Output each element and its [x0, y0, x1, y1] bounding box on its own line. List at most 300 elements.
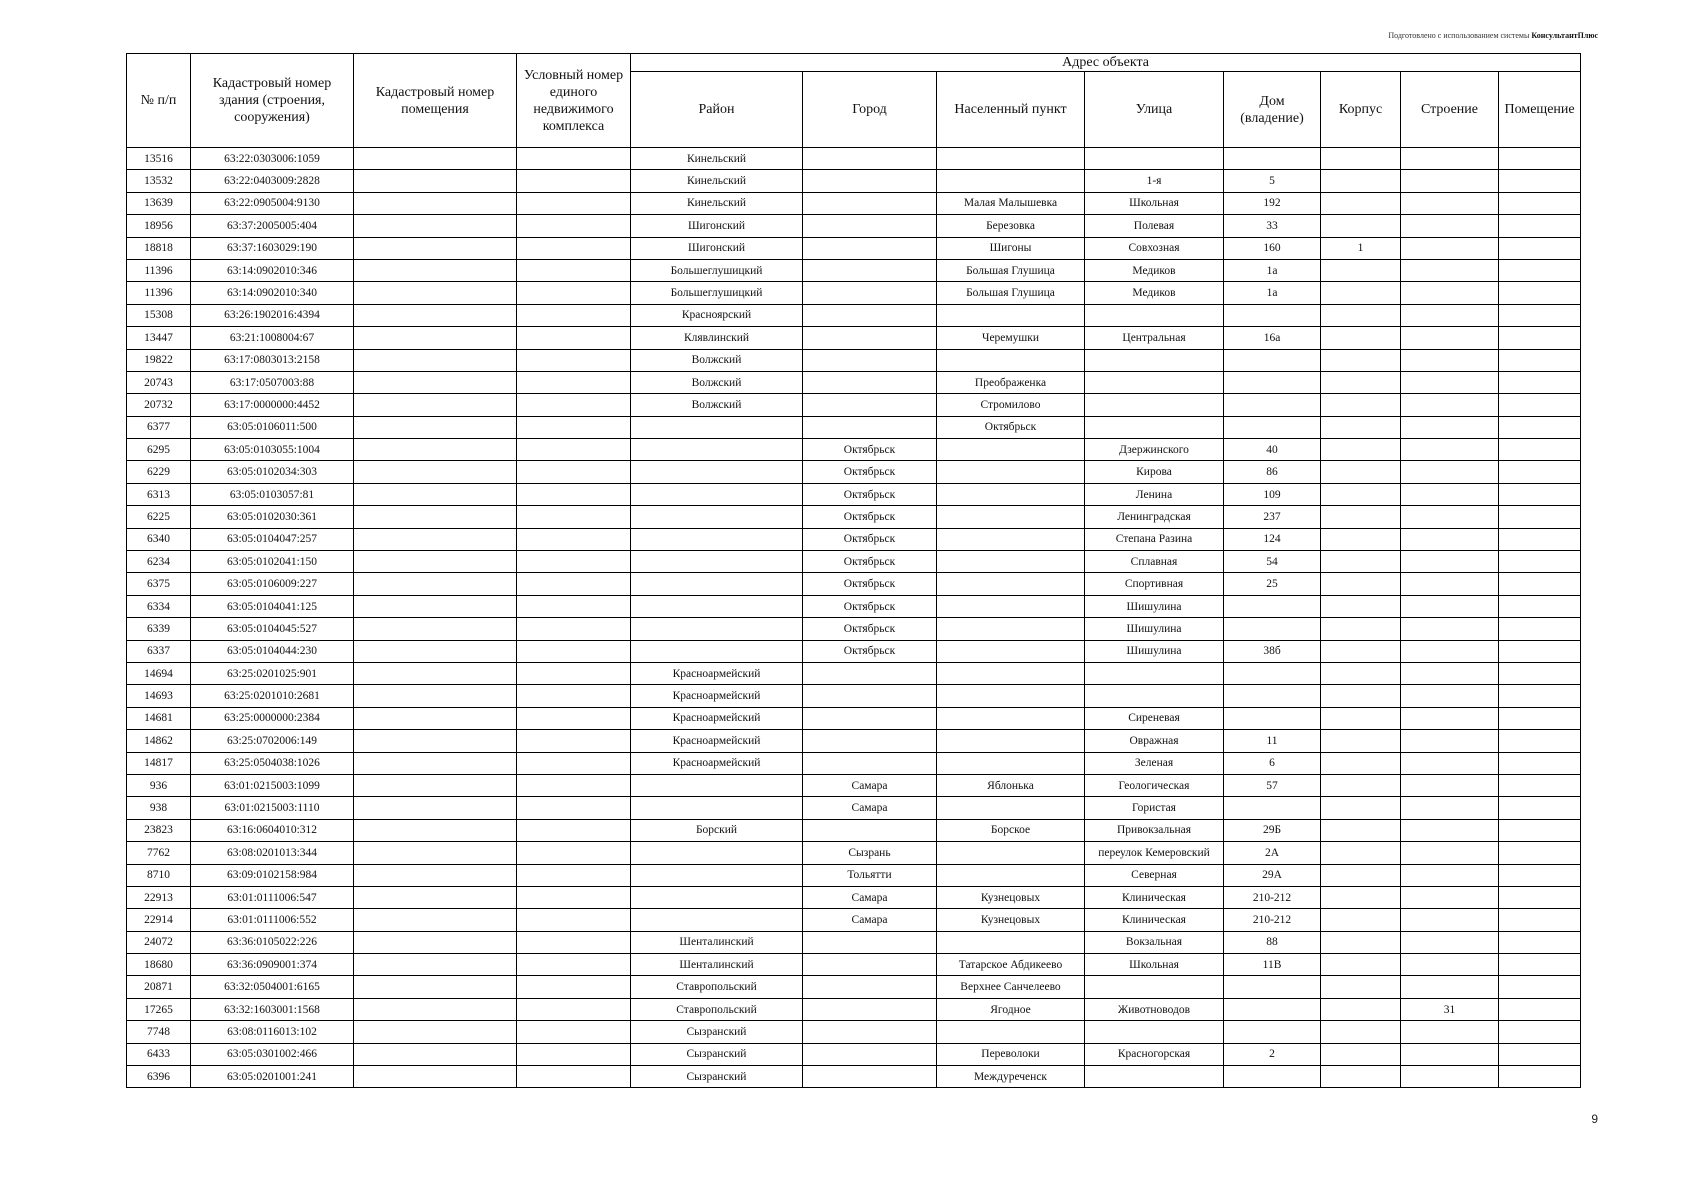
- cell-korpus: [1321, 528, 1401, 550]
- cell-cond-num: [517, 685, 631, 707]
- cell-city: [803, 259, 937, 281]
- cell-district: Шигонский: [631, 237, 803, 259]
- cell-room: [1499, 371, 1581, 393]
- table-row: [127, 573, 1581, 595]
- cell-city: [803, 282, 937, 304]
- cell-street: [1085, 662, 1224, 684]
- cell-cad-room: [354, 707, 517, 729]
- cell-korpus: [1321, 461, 1401, 483]
- cell-street: Привокзальная: [1085, 819, 1224, 841]
- cell-num: 6377: [127, 416, 191, 438]
- cell-korpus: [1321, 170, 1401, 192]
- cell-num: 13639: [127, 192, 191, 214]
- cell-korpus: [1321, 371, 1401, 393]
- cell-building: [1401, 371, 1499, 393]
- cell-cad-building: 63:05:0301002:466: [191, 1043, 354, 1065]
- cell-cad-building: 63:14:0902010:346: [191, 259, 354, 281]
- cell-building: [1401, 774, 1499, 796]
- cell-cad-building: 63:32:0504001:6165: [191, 976, 354, 998]
- cell-room: [1499, 192, 1581, 214]
- cell-locality: Стромилово: [937, 394, 1085, 416]
- cell-room: [1499, 685, 1581, 707]
- cell-building: [1401, 954, 1499, 976]
- cell-house: 11В: [1224, 954, 1321, 976]
- cell-cad-room: [354, 864, 517, 886]
- cell-city: Октябрьск: [803, 506, 937, 528]
- cell-num: 20732: [127, 394, 191, 416]
- cell-street: Сиреневая: [1085, 707, 1224, 729]
- cell-house: 11: [1224, 730, 1321, 752]
- cell-building: [1401, 237, 1499, 259]
- cell-building: [1401, 909, 1499, 931]
- table-row: [127, 192, 1581, 214]
- cell-locality: Преображенка: [937, 371, 1085, 393]
- cell-building: [1401, 573, 1499, 595]
- col-header-cad-building: Кадастровый номер здания (строения, сооружения): [191, 54, 354, 148]
- cell-cad-building: 63:01:0111006:552: [191, 909, 354, 931]
- cell-cad-room: [354, 394, 517, 416]
- cell-cond-num: [517, 416, 631, 438]
- cell-korpus: [1321, 618, 1401, 640]
- cell-cad-building: 63:17:0803013:2158: [191, 349, 354, 371]
- cell-cond-num: [517, 371, 631, 393]
- cell-num: 14681: [127, 707, 191, 729]
- cell-street: Кирова: [1085, 461, 1224, 483]
- cell-cad-room: [354, 192, 517, 214]
- table-row: [127, 237, 1581, 259]
- cell-building: 31: [1401, 998, 1499, 1020]
- cell-city: [803, 730, 937, 752]
- cell-cad-room: [354, 506, 517, 528]
- cell-street: Медиков: [1085, 282, 1224, 304]
- cell-cad-building: 63:17:0000000:4452: [191, 394, 354, 416]
- cell-city: [803, 1021, 937, 1043]
- cell-house: 25: [1224, 573, 1321, 595]
- cell-district: Сызранский: [631, 1021, 803, 1043]
- table-row: [127, 1021, 1581, 1043]
- cell-building: [1401, 931, 1499, 953]
- cell-cond-num: [517, 752, 631, 774]
- cell-num: 8710: [127, 864, 191, 886]
- cell-cad-building: 63:05:0104041:125: [191, 595, 354, 617]
- cell-korpus: [1321, 192, 1401, 214]
- table-row: [127, 864, 1581, 886]
- cell-locality: [937, 528, 1085, 550]
- cell-street: Школьная: [1085, 192, 1224, 214]
- cell-num: 18956: [127, 215, 191, 237]
- cell-house: [1224, 394, 1321, 416]
- cell-room: [1499, 976, 1581, 998]
- cell-cond-num: [517, 192, 631, 214]
- cell-building: [1401, 685, 1499, 707]
- col-header-district: Район: [631, 72, 803, 148]
- cell-korpus: [1321, 595, 1401, 617]
- cell-room: [1499, 730, 1581, 752]
- cell-korpus: [1321, 148, 1401, 170]
- cell-house: 29А: [1224, 864, 1321, 886]
- cell-room: [1499, 416, 1581, 438]
- cell-num: 20871: [127, 976, 191, 998]
- cell-street: Красногорская: [1085, 1043, 1224, 1065]
- cell-num: 6339: [127, 618, 191, 640]
- cell-korpus: [1321, 842, 1401, 864]
- cell-building: [1401, 327, 1499, 349]
- cell-cad-building: 63:05:0104047:257: [191, 528, 354, 550]
- cell-city: [803, 685, 937, 707]
- cell-city: [803, 707, 937, 729]
- cell-street: Животноводов: [1085, 998, 1224, 1020]
- cell-cad-room: [354, 842, 517, 864]
- cell-street: Вокзальная: [1085, 931, 1224, 953]
- cell-district: Ставропольский: [631, 976, 803, 998]
- table-row: [127, 170, 1581, 192]
- cell-locality: [937, 662, 1085, 684]
- cell-house: 38б: [1224, 640, 1321, 662]
- cell-city: [803, 237, 937, 259]
- cell-num: 18818: [127, 237, 191, 259]
- cell-locality: [937, 842, 1085, 864]
- cell-building: [1401, 886, 1499, 908]
- cell-house: [1224, 1021, 1321, 1043]
- cell-cad-room: [354, 640, 517, 662]
- cell-house: 16а: [1224, 327, 1321, 349]
- cell-num: 6295: [127, 439, 191, 461]
- cell-district: [631, 483, 803, 505]
- table-row: [127, 662, 1581, 684]
- cell-street: [1085, 1021, 1224, 1043]
- cell-city: Самара: [803, 886, 937, 908]
- cell-district: Красноармейский: [631, 685, 803, 707]
- cell-num: 6313: [127, 483, 191, 505]
- cell-street: [1085, 685, 1224, 707]
- header-note-prefix: Подготовлено с использованием системы: [1388, 31, 1530, 40]
- cell-locality: Борское: [937, 819, 1085, 841]
- cell-street: Шишулина: [1085, 595, 1224, 617]
- cell-cad-room: [354, 1043, 517, 1065]
- cell-num: 14694: [127, 662, 191, 684]
- cell-cad-building: 63:36:0909001:374: [191, 954, 354, 976]
- cell-cad-building: 63:21:1008004:67: [191, 327, 354, 349]
- cell-city: Самара: [803, 909, 937, 931]
- cell-korpus: [1321, 439, 1401, 461]
- col-header-cad-room: Кадастровый номер помещения: [354, 54, 517, 148]
- cell-district: Сызранский: [631, 1066, 803, 1088]
- cell-locality: [937, 730, 1085, 752]
- cell-building: [1401, 148, 1499, 170]
- cell-city: [803, 1066, 937, 1088]
- cell-district: [631, 551, 803, 573]
- table-row: [127, 819, 1581, 841]
- cell-building: [1401, 864, 1499, 886]
- cell-district: Красноярский: [631, 304, 803, 326]
- table-row: [127, 752, 1581, 774]
- cell-district: [631, 774, 803, 796]
- cell-cond-num: [517, 864, 631, 886]
- cell-district: Шенталинский: [631, 954, 803, 976]
- cell-district: [631, 886, 803, 908]
- cell-room: [1499, 864, 1581, 886]
- cell-city: [803, 416, 937, 438]
- cell-korpus: [1321, 483, 1401, 505]
- table-row: [127, 327, 1581, 349]
- table-row: [127, 551, 1581, 573]
- cell-room: [1499, 909, 1581, 931]
- cell-cad-room: [354, 662, 517, 684]
- cell-city: Октябрьск: [803, 595, 937, 617]
- cell-room: [1499, 998, 1581, 1020]
- col-header-locality: Населенный пункт: [937, 72, 1085, 148]
- cell-korpus: [1321, 394, 1401, 416]
- cell-building: [1401, 640, 1499, 662]
- cell-room: [1499, 551, 1581, 573]
- cell-district: Шенталинский: [631, 931, 803, 953]
- table-row: [127, 259, 1581, 281]
- cell-house: 2А: [1224, 842, 1321, 864]
- cell-house: 88: [1224, 931, 1321, 953]
- cell-locality: [937, 752, 1085, 774]
- cell-cond-num: [517, 282, 631, 304]
- cell-locality: Верхнее Санчелеево: [937, 976, 1085, 998]
- cell-district: [631, 797, 803, 819]
- cell-room: [1499, 349, 1581, 371]
- cell-room: [1499, 752, 1581, 774]
- cell-city: Октябрьск: [803, 439, 937, 461]
- cell-cond-num: [517, 215, 631, 237]
- cell-district: Кинельский: [631, 192, 803, 214]
- registry-table: [126, 53, 1581, 1088]
- cell-num: 6334: [127, 595, 191, 617]
- header-note: [1388, 31, 1598, 40]
- cell-street: переулок Кемеровский: [1085, 842, 1224, 864]
- cell-cond-num: [517, 976, 631, 998]
- table-row: [127, 215, 1581, 237]
- cell-cad-room: [354, 998, 517, 1020]
- cell-room: [1499, 707, 1581, 729]
- cell-cad-room: [354, 170, 517, 192]
- cell-cad-building: 63:25:0504038:1026: [191, 752, 354, 774]
- cell-locality: [937, 170, 1085, 192]
- cell-locality: [937, 461, 1085, 483]
- cell-korpus: [1321, 685, 1401, 707]
- cell-cad-room: [354, 483, 517, 505]
- cell-room: [1499, 640, 1581, 662]
- cell-cad-room: [354, 461, 517, 483]
- cell-district: [631, 506, 803, 528]
- cell-cond-num: [517, 618, 631, 640]
- cell-korpus: [1321, 886, 1401, 908]
- table-row: [127, 909, 1581, 931]
- cell-cad-room: [354, 774, 517, 796]
- cell-cad-room: [354, 954, 517, 976]
- cell-house: 210-212: [1224, 886, 1321, 908]
- col-header-house: Дом (владение): [1224, 72, 1321, 148]
- cell-locality: [937, 595, 1085, 617]
- cell-cad-building: 63:01:0111006:547: [191, 886, 354, 908]
- cell-korpus: [1321, 819, 1401, 841]
- col-header-city: Город: [803, 72, 937, 148]
- cell-house: [1224, 371, 1321, 393]
- cell-room: [1499, 282, 1581, 304]
- cell-room: [1499, 774, 1581, 796]
- cell-room: [1499, 483, 1581, 505]
- cell-cad-room: [354, 282, 517, 304]
- cell-room: [1499, 1066, 1581, 1088]
- cell-room: [1499, 886, 1581, 908]
- cell-house: 5: [1224, 170, 1321, 192]
- cell-korpus: [1321, 215, 1401, 237]
- cell-num: 15308: [127, 304, 191, 326]
- cell-room: [1499, 170, 1581, 192]
- cell-district: Волжский: [631, 371, 803, 393]
- cell-house: 109: [1224, 483, 1321, 505]
- cell-district: [631, 842, 803, 864]
- table-row: [127, 685, 1581, 707]
- cell-city: Октябрьск: [803, 483, 937, 505]
- cell-city: [803, 170, 937, 192]
- cell-cad-building: 63:05:0103055:1004: [191, 439, 354, 461]
- cell-room: [1499, 304, 1581, 326]
- cell-cad-building: 63:17:0507003:88: [191, 371, 354, 393]
- cell-cad-building: 63:05:0102041:150: [191, 551, 354, 573]
- cell-house: [1224, 662, 1321, 684]
- cell-street: [1085, 416, 1224, 438]
- cell-street: [1085, 349, 1224, 371]
- col-header-korpus: Корпус: [1321, 72, 1401, 148]
- cell-cond-num: [517, 506, 631, 528]
- table-row: [127, 774, 1581, 796]
- cell-building: [1401, 215, 1499, 237]
- cell-city: [803, 327, 937, 349]
- cell-district: [631, 416, 803, 438]
- cell-korpus: [1321, 774, 1401, 796]
- cell-street: Гористая: [1085, 797, 1224, 819]
- cell-cad-room: [354, 1066, 517, 1088]
- cell-room: [1499, 259, 1581, 281]
- cell-building: [1401, 662, 1499, 684]
- cell-building: [1401, 349, 1499, 371]
- cell-num: 6433: [127, 1043, 191, 1065]
- cell-locality: [937, 148, 1085, 170]
- cell-korpus: 1: [1321, 237, 1401, 259]
- cell-city: Самара: [803, 797, 937, 819]
- cell-city: [803, 954, 937, 976]
- cell-street: Овражная: [1085, 730, 1224, 752]
- cell-cond-num: [517, 707, 631, 729]
- table-row: [127, 618, 1581, 640]
- cell-city: [803, 752, 937, 774]
- cell-locality: [937, 439, 1085, 461]
- table-row: [127, 349, 1581, 371]
- cell-locality: Кузнецовых: [937, 886, 1085, 908]
- cell-street: Медиков: [1085, 259, 1224, 281]
- cell-house: [1224, 618, 1321, 640]
- cell-house: 1а: [1224, 282, 1321, 304]
- cell-cond-num: [517, 259, 631, 281]
- cell-cad-building: 63:05:0103057:81: [191, 483, 354, 505]
- cell-cad-room: [354, 349, 517, 371]
- cell-locality: [937, 483, 1085, 505]
- cell-house: 29Б: [1224, 819, 1321, 841]
- cell-room: [1499, 931, 1581, 953]
- table-row: [127, 282, 1581, 304]
- cell-city: [803, 215, 937, 237]
- cell-district: Сызранский: [631, 1043, 803, 1065]
- cell-cond-num: [517, 237, 631, 259]
- cell-cad-building: 63:01:0215003:1110: [191, 797, 354, 819]
- cell-room: [1499, 662, 1581, 684]
- cell-cad-room: [354, 528, 517, 550]
- cell-street: Центральная: [1085, 327, 1224, 349]
- cell-korpus: [1321, 954, 1401, 976]
- cell-cad-room: [354, 439, 517, 461]
- cell-building: [1401, 1021, 1499, 1043]
- cell-street: Совхозная: [1085, 237, 1224, 259]
- cell-korpus: [1321, 259, 1401, 281]
- cell-cad-building: 63:05:0102034:303: [191, 461, 354, 483]
- cell-house: [1224, 416, 1321, 438]
- cell-cad-room: [354, 327, 517, 349]
- table-row: [127, 439, 1581, 461]
- cell-street: Ленина: [1085, 483, 1224, 505]
- cell-korpus: [1321, 1021, 1401, 1043]
- cell-cad-room: [354, 573, 517, 595]
- cell-city: [803, 394, 937, 416]
- cell-cond-num: [517, 483, 631, 505]
- cell-street: Зеленая: [1085, 752, 1224, 774]
- cell-room: [1499, 528, 1581, 550]
- table-row: [127, 461, 1581, 483]
- cell-street: 1-я: [1085, 170, 1224, 192]
- cell-locality: [937, 304, 1085, 326]
- col-header-street: Улица: [1085, 72, 1224, 148]
- cell-locality: [937, 1021, 1085, 1043]
- cell-num: 14862: [127, 730, 191, 752]
- cell-locality: [937, 864, 1085, 886]
- cell-city: [803, 304, 937, 326]
- cell-cad-building: 63:08:0201013:344: [191, 842, 354, 864]
- cell-korpus: [1321, 1066, 1401, 1088]
- cell-cad-room: [354, 752, 517, 774]
- cell-building: [1401, 192, 1499, 214]
- cell-cad-building: 63:05:0102030:361: [191, 506, 354, 528]
- cell-cad-building: 63:05:0201001:241: [191, 1066, 354, 1088]
- cell-district: Клявлинский: [631, 327, 803, 349]
- cell-korpus: [1321, 573, 1401, 595]
- cell-building: [1401, 1043, 1499, 1065]
- cell-city: Тольятти: [803, 864, 937, 886]
- cell-district: Красноармейский: [631, 730, 803, 752]
- cell-korpus: [1321, 282, 1401, 304]
- cell-building: [1401, 483, 1499, 505]
- cell-street: Степана Разина: [1085, 528, 1224, 550]
- cell-district: [631, 864, 803, 886]
- cell-locality: [937, 618, 1085, 640]
- cell-street: [1085, 1066, 1224, 1088]
- cell-cond-num: [517, 148, 631, 170]
- cell-num: 19822: [127, 349, 191, 371]
- cell-city: [803, 349, 937, 371]
- cell-cad-building: 63:25:0201010:2681: [191, 685, 354, 707]
- cell-district: [631, 461, 803, 483]
- cell-cond-num: [517, 931, 631, 953]
- cell-cond-num: [517, 1043, 631, 1065]
- cell-cad-room: [354, 685, 517, 707]
- cell-building: [1401, 461, 1499, 483]
- cell-room: [1499, 573, 1581, 595]
- cell-room: [1499, 394, 1581, 416]
- cell-korpus: [1321, 752, 1401, 774]
- cell-building: [1401, 528, 1499, 550]
